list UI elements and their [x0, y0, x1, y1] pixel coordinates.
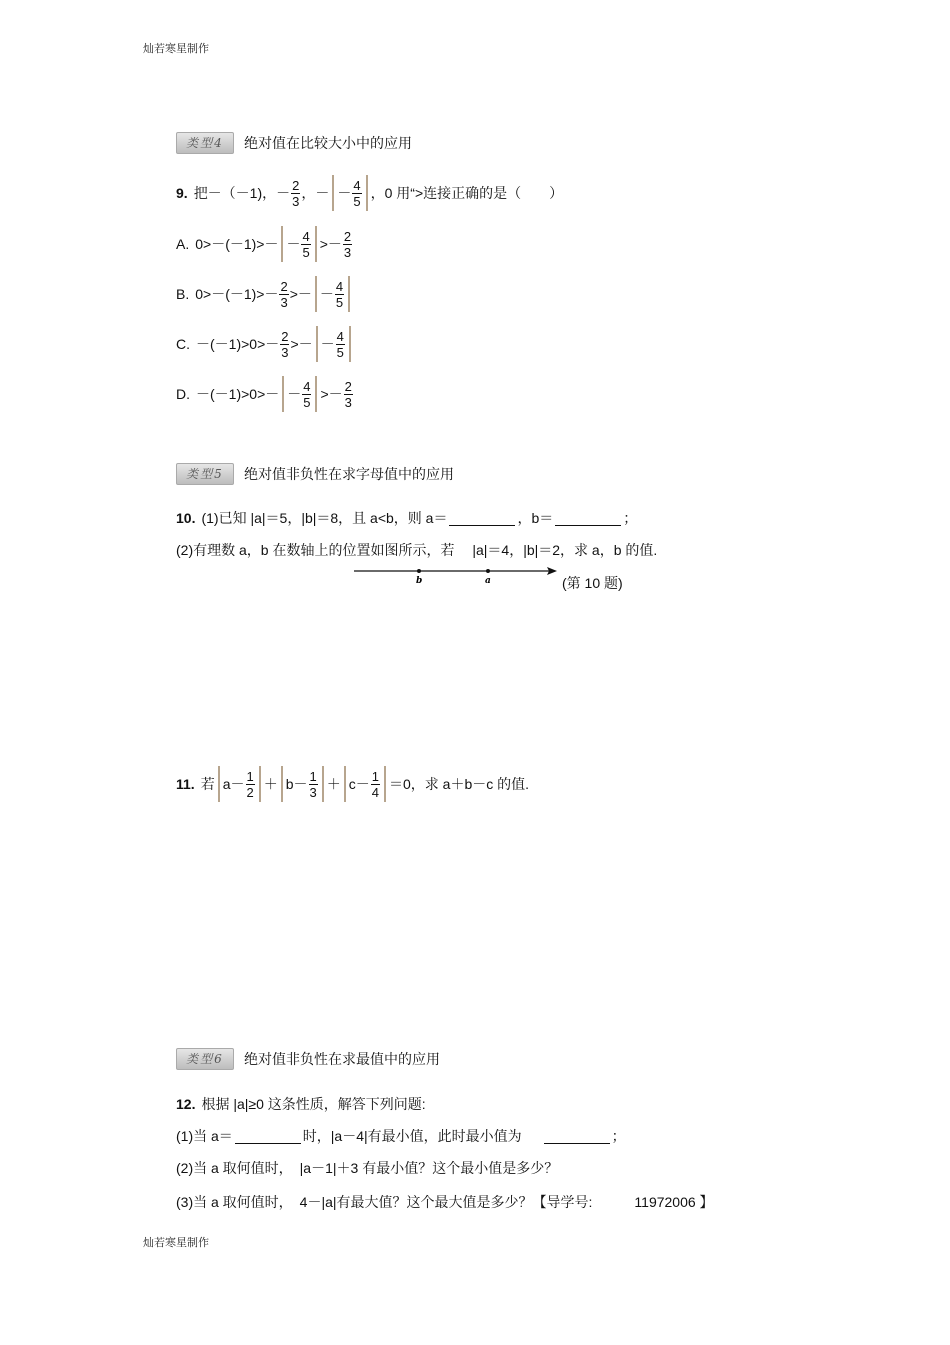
answer-blank[interactable]	[544, 1129, 610, 1144]
q9-text-3: ，0 用“>连接正确的是（ ）	[370, 185, 564, 201]
absolute-value-neg-4-5: － $\frac{4}{5}$	[281, 226, 316, 262]
question-12-part-3: (3)当 a 取何值时， 4－|a|有最大值？这个最大值是多少？【导学号: 11972006 】	[176, 1194, 714, 1210]
option-d: D. －(－1)>0>－ － $\frac{4}{5}$ >－ $\frac{2}{3}$	[176, 375, 354, 413]
question-10-part-2: (2)有理数 a，b 在数轴上的位置如图所示，若 |a|＝4，|b|＝2，求 a，b 的值.	[176, 542, 658, 558]
option-label: D.	[176, 386, 190, 402]
option-label: A.	[176, 236, 190, 252]
section-heading-6	[176, 1048, 440, 1070]
absolute-value-c-minus-quarter: c－ $\frac{1}{4}$	[344, 766, 386, 802]
question-12-part-2: (2)当 a 取何值时， |a－1|＋3 有最小值？这个最小值是多少？	[176, 1160, 559, 1176]
absolute-value-b-minus-third: b－ $\frac{1}{3}$	[281, 766, 324, 802]
option-c: C. －(－1)>0>－ $\frac{2}{3}$ >－ － $\frac{4}{5}$	[176, 325, 354, 363]
point-a	[486, 569, 490, 573]
question-number: 10.	[176, 510, 196, 526]
absolute-value-neg-4-5: － $\frac{4}{5}$	[315, 276, 350, 312]
question-11: 11. 若 a－ $\frac{1}{2}$ ＋ b－ $\frac{1}{3}$ ＋ c－ $\frac{1}{4}$ ＝0，求 a＋b－c 的值.	[176, 765, 529, 803]
question-number: 12.	[176, 1096, 196, 1112]
question-number: 11.	[176, 776, 195, 792]
label-b: b	[416, 576, 423, 586]
section-title-4: 绝对值在比较大小中的应用	[244, 135, 412, 151]
section-title-5: 绝对值非负性在求字母值中的应用	[244, 466, 454, 482]
option-label: C.	[176, 336, 190, 352]
q9-text-2: ，－	[301, 185, 330, 201]
section-badge-6: 类型6	[176, 1048, 234, 1070]
section-heading-4	[176, 132, 412, 154]
question-number: 9.	[176, 185, 188, 201]
q9-text-1: 把－（－1)，－	[193, 185, 291, 201]
question-10-part-1: 10. (1)已知 |a|＝5，|b|＝8，且 a<b，则 a＝ ，b＝ ；	[176, 510, 638, 526]
answer-blank[interactable]	[235, 1129, 301, 1144]
absolute-value-a-minus-half: a－ $\frac{1}{2}$	[218, 766, 261, 802]
page-footer: 灿若寒星制作	[143, 1237, 209, 1249]
option-a: A. 0>－(－1)>－ － $\frac{4}{5}$ >－ $\frac{2}{3}$	[176, 225, 353, 263]
question-12-intro: 12. 根据 |a|≥0 这条性质，解答下列问题:	[176, 1096, 426, 1112]
question-12-part-1: (1)当 a＝ 时，|a－4|有最小值，此时最小值为 ；	[176, 1128, 626, 1144]
section-heading-5	[176, 463, 454, 485]
absolute-value-neg-4-5: － $\frac{4}{5}$	[332, 175, 367, 211]
absolute-value-neg-4-5: － $\frac{4}{5}$	[282, 376, 317, 412]
answer-blank[interactable]	[449, 511, 515, 526]
fraction-2-3: $\frac{2}{3}$	[281, 328, 289, 360]
fraction-2-3: $\frac{2}{3}$	[344, 378, 352, 410]
figure-caption: (第 10 题)	[562, 575, 623, 591]
fraction-2-3: $\frac{2}{3}$	[343, 228, 352, 260]
fraction-2-3: $\frac{2}{3}$	[280, 278, 288, 310]
point-b	[417, 569, 421, 573]
page-header: 灿若寒星制作	[143, 43, 209, 55]
fraction-2-3: $\frac{2}{3}$	[292, 177, 300, 209]
option-b: B. 0>－(－1)>－ $\frac{2}{3}$ >－ － $\frac{4}{5}$	[176, 275, 353, 313]
section-title-6: 绝对值非负性在求最值中的应用	[244, 1051, 440, 1067]
label-a: a	[485, 576, 491, 586]
question-9-stem	[176, 174, 563, 212]
section-badge-4: 类型4	[176, 132, 234, 154]
option-label: B.	[176, 286, 190, 302]
absolute-value-neg-4-5: － $\frac{4}{5}$	[316, 326, 351, 362]
number-line-figure	[350, 562, 565, 588]
answer-blank[interactable]	[555, 511, 621, 526]
section-badge-5: 类型5	[176, 463, 234, 485]
